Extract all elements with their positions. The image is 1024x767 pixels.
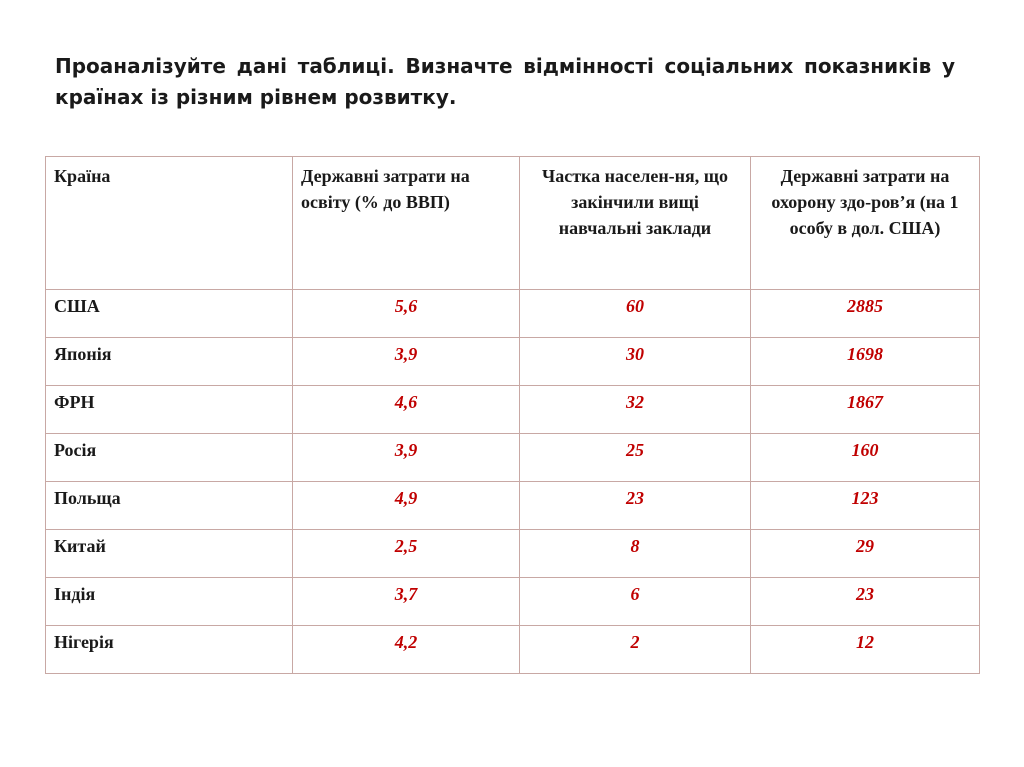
healthcare-spending-cell: 12 — [751, 626, 980, 674]
healthcare-spending-cell: 29 — [751, 530, 980, 578]
higher-education-share-cell: 8 — [520, 530, 751, 578]
table-row — [46, 578, 980, 626]
education-spending-cell: 3,7 — [293, 578, 520, 626]
education-spending-cell: 2,5 — [293, 530, 520, 578]
header-country: Країна — [46, 157, 293, 290]
healthcare-spending-cell: 1867 — [751, 386, 980, 434]
header-higher-education-share: Частка населен-ня, що закінчили вищі навчальні заклади — [520, 157, 751, 290]
country-cell: США — [46, 290, 293, 338]
education-spending-cell: 5,6 — [293, 290, 520, 338]
healthcare-spending-cell: 23 — [751, 578, 980, 626]
data-table — [45, 156, 980, 674]
country-cell: Польща — [46, 482, 293, 530]
table-header-row — [46, 157, 980, 290]
table-row — [46, 626, 980, 674]
header-healthcare-spending: Державні затрати на охорону здо-ров’я (на 1 особу в дол. США) — [751, 157, 980, 290]
higher-education-share-cell: 30 — [520, 338, 751, 386]
table-row — [46, 530, 980, 578]
education-spending-cell: 4,2 — [293, 626, 520, 674]
healthcare-spending-cell: 123 — [751, 482, 980, 530]
country-cell: Японія — [46, 338, 293, 386]
higher-education-share-cell: 6 — [520, 578, 751, 626]
education-spending-cell: 4,9 — [293, 482, 520, 530]
higher-education-share-cell: 25 — [520, 434, 751, 482]
table-row — [46, 386, 980, 434]
country-cell: Нігерія — [46, 626, 293, 674]
table-row — [46, 434, 980, 482]
education-spending-cell: 3,9 — [293, 434, 520, 482]
higher-education-share-cell: 2 — [520, 626, 751, 674]
healthcare-spending-cell: 160 — [751, 434, 980, 482]
healthcare-spending-cell: 1698 — [751, 338, 980, 386]
country-cell: Китай — [46, 530, 293, 578]
higher-education-share-cell: 60 — [520, 290, 751, 338]
table-row — [46, 290, 980, 338]
country-cell: Індія — [46, 578, 293, 626]
country-cell: Росія — [46, 434, 293, 482]
country-cell: ФРН — [46, 386, 293, 434]
page-title: Проаналізуйте дані таблиці. Визначте відмінності соціальних показників у країнах із різним рівнем розвитку. — [55, 54, 955, 109]
table-row — [46, 338, 980, 386]
higher-education-share-cell: 23 — [520, 482, 751, 530]
healthcare-spending-cell: 2885 — [751, 290, 980, 338]
header-education-spending: Державні затрати на освіту (% до ВВП) — [293, 157, 520, 290]
education-spending-cell: 4,6 — [293, 386, 520, 434]
higher-education-share-cell: 32 — [520, 386, 751, 434]
table-row — [46, 482, 980, 530]
education-spending-cell: 3,9 — [293, 338, 520, 386]
